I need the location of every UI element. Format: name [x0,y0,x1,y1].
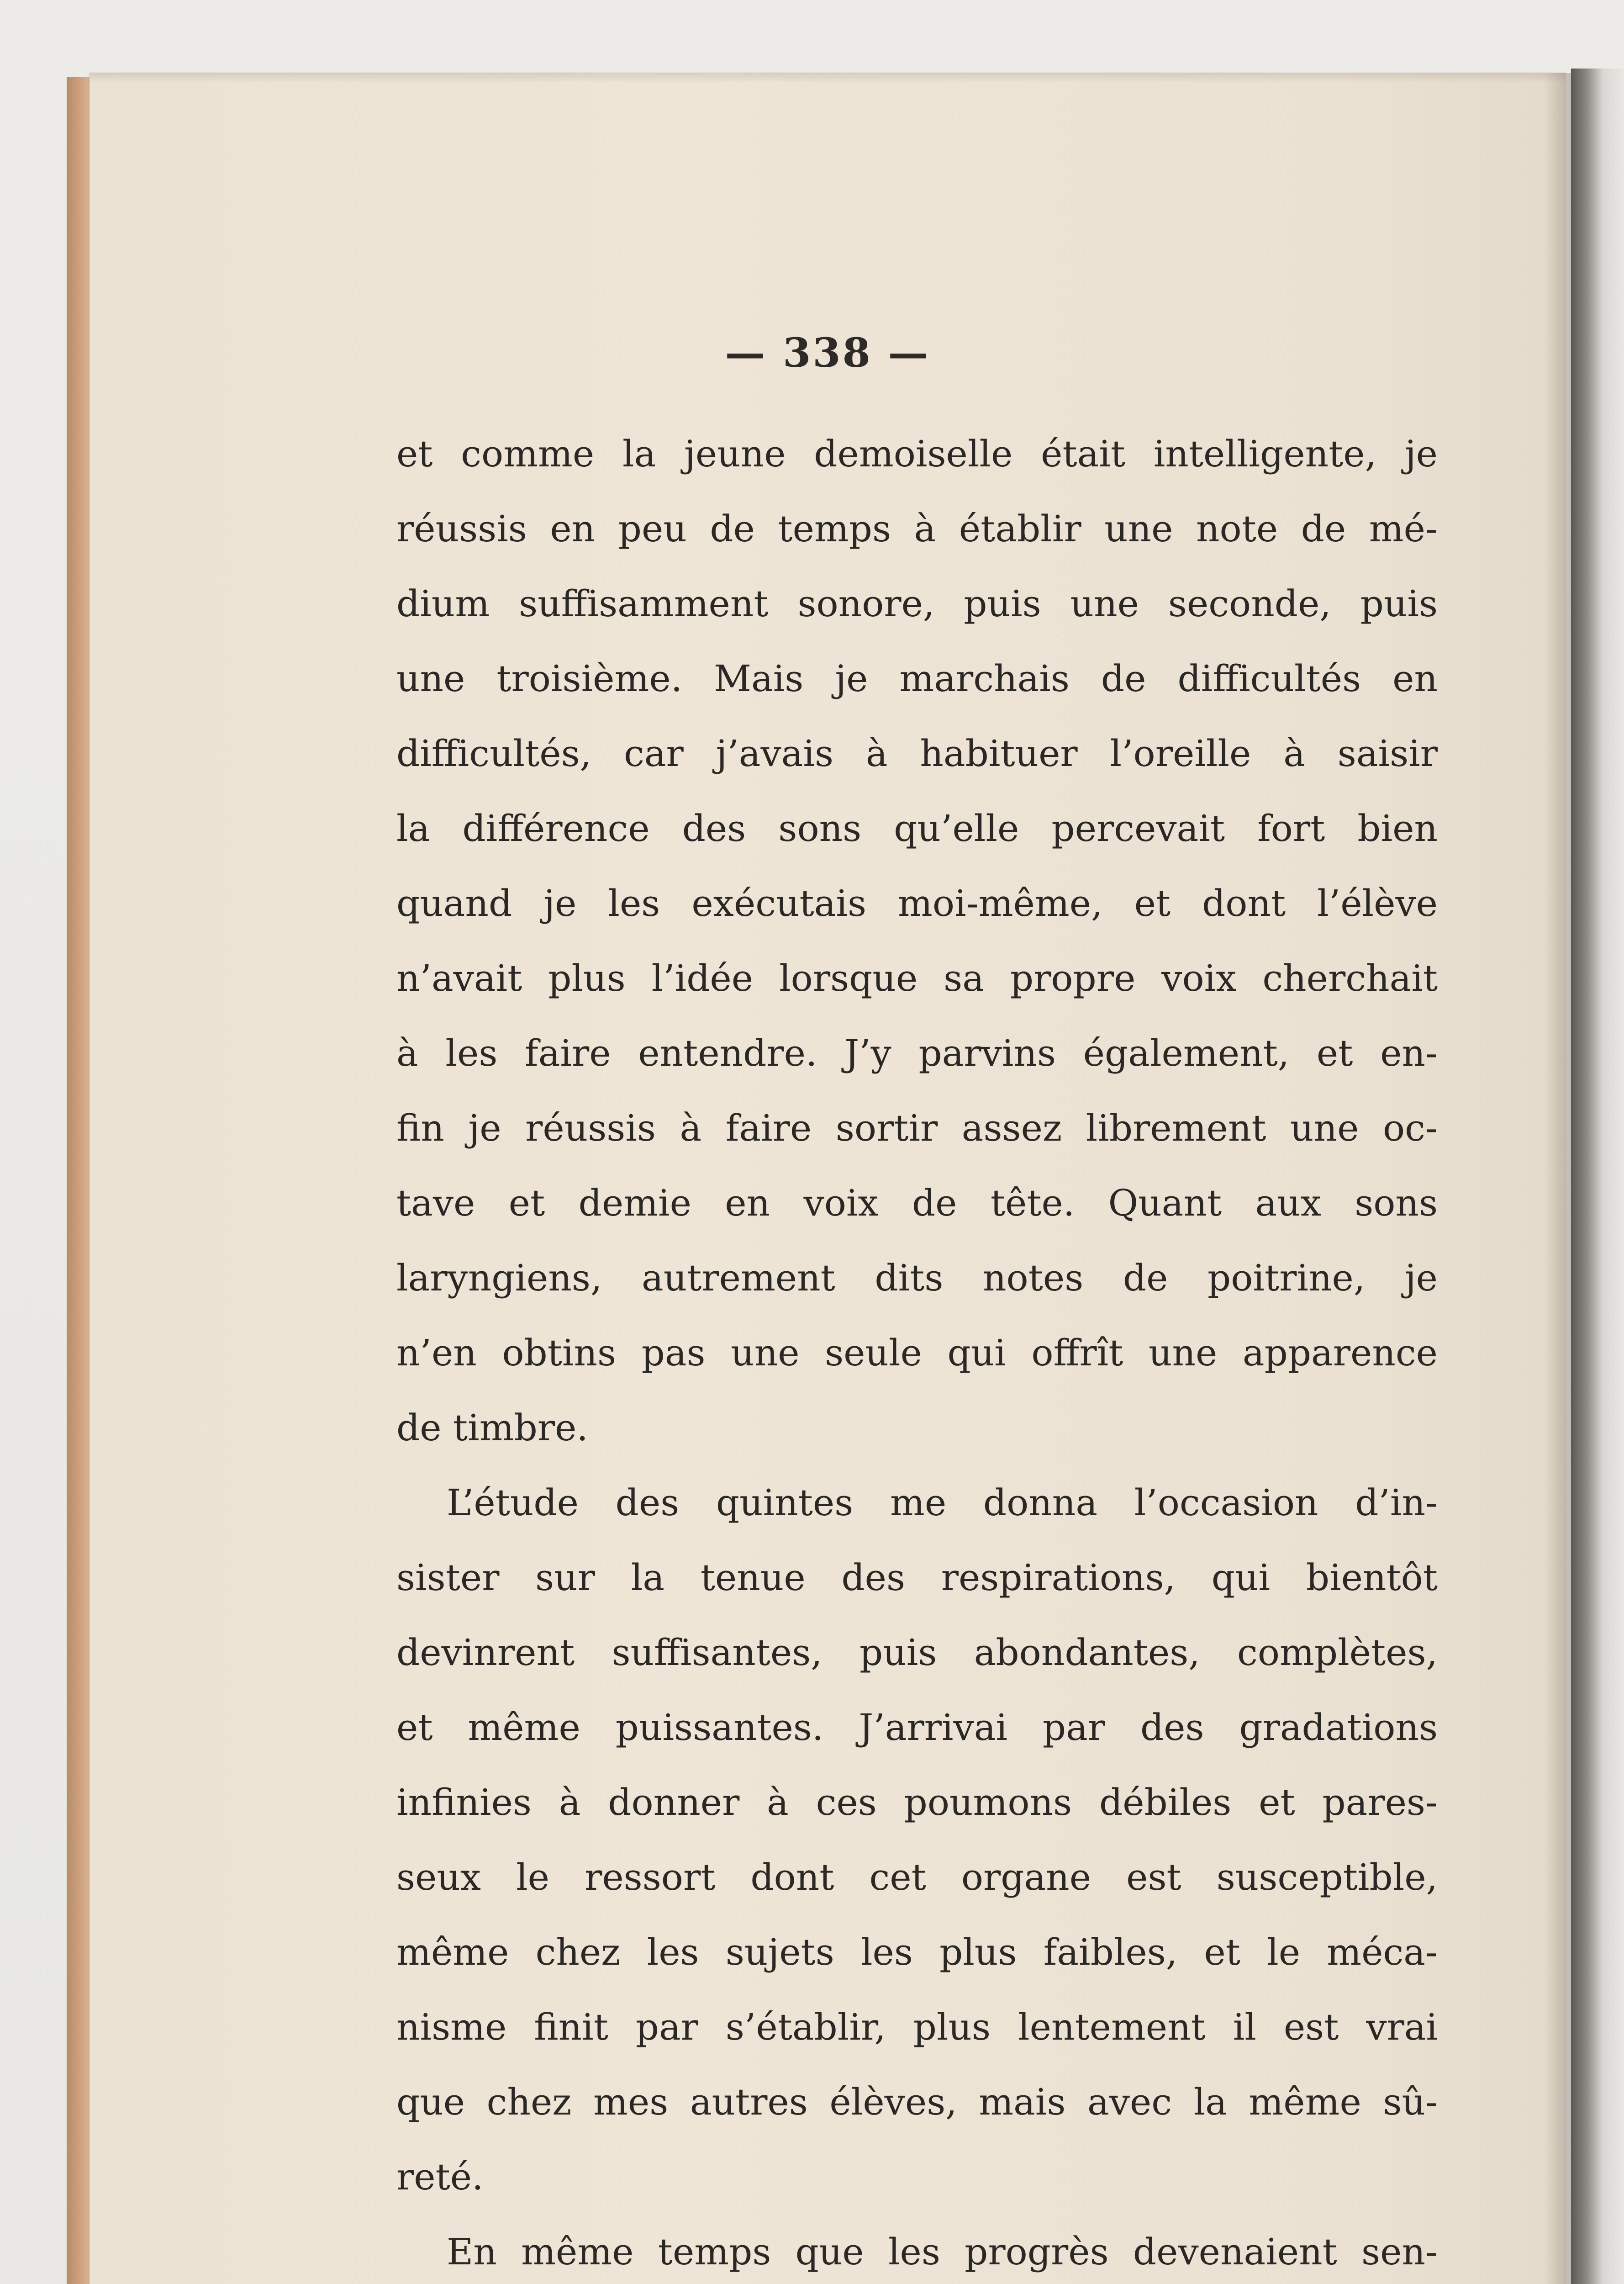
text-line: reté. [396,2156,484,2198]
page-top-shadow [90,73,1566,83]
text-line: la différence des sons qu’elle percevait fort bien [396,807,1438,850]
text-line: que chez mes autres élèves, mais avec la même sû- [396,2081,1438,2123]
text-line: En même temps que les progrès devenaient sen- [447,2231,1438,2273]
text-line: dium suffisamment sonore, puis une seconde, puis [396,582,1438,625]
text-line: réussis en peu de temps à établir une note de mé- [396,508,1438,550]
text-line: laryngiens, autrement dits notes de poitrine, je [396,1257,1438,1299]
text-line: n’en obtins pas une seule qui offrît une apparence [396,1332,1438,1374]
text-line: n’avait plus l’idée lorsque sa propre voix cherchait [396,957,1438,999]
book-edge [67,77,90,2284]
text-line: même chez les sujets les plus faibles, et le méca- [396,1931,1438,1973]
page-number: — 338 — [725,329,930,376]
text-line: et comme la jeune demoiselle était intelligente, je [396,433,1438,475]
text-line: difficultés, car j’avais à habituer l’oreille à saisir [396,732,1438,775]
text-line: à les faire entendre. J’y parvins également, et en- [396,1032,1438,1074]
text-line: et même puissantes. J’arrivai par des gradations [396,1706,1438,1749]
text-line: devinrent suffisantes, puis abondantes, complètes, [396,1631,1438,1674]
text-line: de timbre. [396,1406,588,1449]
text-line: quand je les exécutais moi-même, et dont l’élève [396,882,1438,925]
text-line: nisme finit par s’établir, plus lentement il est vrai [396,2006,1438,2048]
text-line: fin je réussis à faire sortir assez librement une oc- [396,1107,1438,1149]
facing-page-edge [1571,69,1624,2284]
text-line: seux le ressort dont cet organe est susceptible, [396,1856,1438,1898]
text-line: L’étude des quintes me donna l’occasion d’in- [447,1481,1438,1524]
text-line: infinies à donner à ces poumons débiles et pares- [396,1781,1438,1824]
body-text [396,417,1438,2284]
text-line: tave et demie en voix de tête. Quant aux sons [396,1182,1438,1224]
text-line: sister sur la tenue des respirations, qui bientôt [396,1556,1438,1599]
text-line: une troisième. Mais je marchais de difficultés en [396,657,1438,700]
